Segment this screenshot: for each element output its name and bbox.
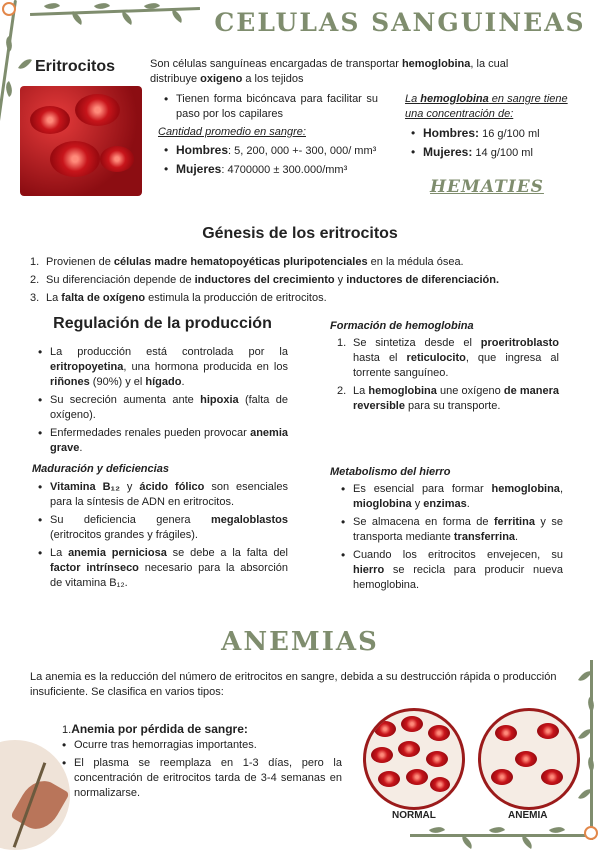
formacion-list xyxy=(337,336,559,417)
list-item: • Su deficiencia genera megaloblastos (eritrocitos grandes y frágiles). xyxy=(32,513,288,543)
anemia-type-1-list xyxy=(56,738,342,804)
list-item: 3. La falta de oxígeno estimula la producción de eritrocitos. xyxy=(30,291,590,306)
list-item: • La producción está controlada por la eritropoyetina, una hormona producida en los riñones (90%) y el hígado. xyxy=(32,345,288,390)
anemia-blood-illustration xyxy=(478,708,580,810)
list-item: • La anemia perniciosa se debe a la falta del factor intrínseco necesario para la absorción de vitamina B₁₂. xyxy=(32,546,288,591)
genesis-list xyxy=(30,255,590,309)
list-item: • Ocurre tras hemorragias importantes. xyxy=(56,738,342,753)
eritrocitos-intro: Son células sanguíneas encargadas de transportar hemoglobina, la cual distribuye oxigeno a los tejidos xyxy=(150,58,509,85)
list-item: 2. La hemoglobina une oxígeno de manera reversible para su transporte. xyxy=(337,384,559,414)
list-item: 1. Provienen de células madre hematopoyéticas pluripotenciales en la médula ósea. xyxy=(30,255,590,270)
regulacion-heading: Regulación de la producción xyxy=(53,315,272,332)
anemia-type-1: 1.Anemia por pérdida de sangre: xyxy=(62,722,248,736)
anemias-intro: La anemia es la reducción del número de eritrocitos en sangre, debida a su destrucción rápida o producción insuficiente. Se clasifica en varios tipos: xyxy=(30,671,557,698)
anemia-label: ANEMIA xyxy=(508,810,548,821)
list-item: • Su secreción aumenta ante hipoxia (falta de oxígeno). xyxy=(32,393,288,423)
list-item: • Vitamina B₁₂ y ácido fólico son esenciales para la síntesis de ADN en eritrocitos. xyxy=(32,480,288,510)
list-item: 1. Se sintetiza desde el proeritroblasto hasta el reticulocito, que ingresa al torrente sanguíneo. xyxy=(337,336,559,381)
normal-label: NORMAL xyxy=(392,810,436,821)
list-item: 2. Su diferenciación depende de inductores del crecimiento y inductores de diferenciación. xyxy=(30,273,590,288)
maduracion-heading: Maduración y deficiencias xyxy=(32,463,169,475)
list-item: • Tienen forma bicóncava para facilitar su paso por los capilares xyxy=(158,92,378,122)
list-item: • El plasma se reemplaza en 1-3 días, pero la concentración de eritrocitos tarda de 3-4 semanas en normalizarse. xyxy=(56,756,342,801)
page-title: CELULAS SANGUINEAS xyxy=(214,8,586,37)
regulacion-list xyxy=(32,345,288,594)
red-blood-cells-image xyxy=(20,86,142,196)
hematies-label: HEMATIES xyxy=(430,177,544,197)
list-item: • Cuando los eritrocitos envejecen, su hierro se recicla para producir nueva hemoglobina. xyxy=(335,548,563,593)
list-item: • Enfermedades renales pueden provocar anemia grave. xyxy=(32,426,288,456)
metabolismo-heading: Metabolismo del hierro xyxy=(330,466,451,478)
list-item: • Es esencial para formar hemoglobina, mioglobina y enzimas. xyxy=(335,482,563,512)
hemoglobina-concentracion: La hemoglobina en sangre tiene una concentración de: • Hombres: 16 g/100 ml • Mujeres: 14 g/100 ml xyxy=(405,92,575,164)
list-item: • Mujeres: 4700000 ± 300.000/mm³ xyxy=(158,162,378,178)
genesis-heading: Génesis de los eritrocitos xyxy=(202,225,398,242)
formacion-heading: Formación de hemoglobina xyxy=(330,320,474,332)
eritrocitos-heading: Eritrocitos xyxy=(35,58,116,75)
list-item: • Hombres: 16 g/100 ml xyxy=(405,126,575,142)
list-item: • Se almacena en forma de ferritina y se transporta mediante transferrina. xyxy=(335,515,563,545)
list-item: • Mujeres: 14 g/100 ml xyxy=(405,145,575,161)
anemias-heading: ANEMIAS xyxy=(221,627,379,657)
metabolismo-list xyxy=(335,482,563,596)
list-item: • Hombres: 5, 200, 000 +- 300, 000/ mm³ xyxy=(158,143,378,159)
eritrocitos-details xyxy=(158,92,378,181)
cantidad-label: Cantidad promedio en sangre: xyxy=(158,126,306,138)
normal-blood-illustration xyxy=(363,708,465,810)
